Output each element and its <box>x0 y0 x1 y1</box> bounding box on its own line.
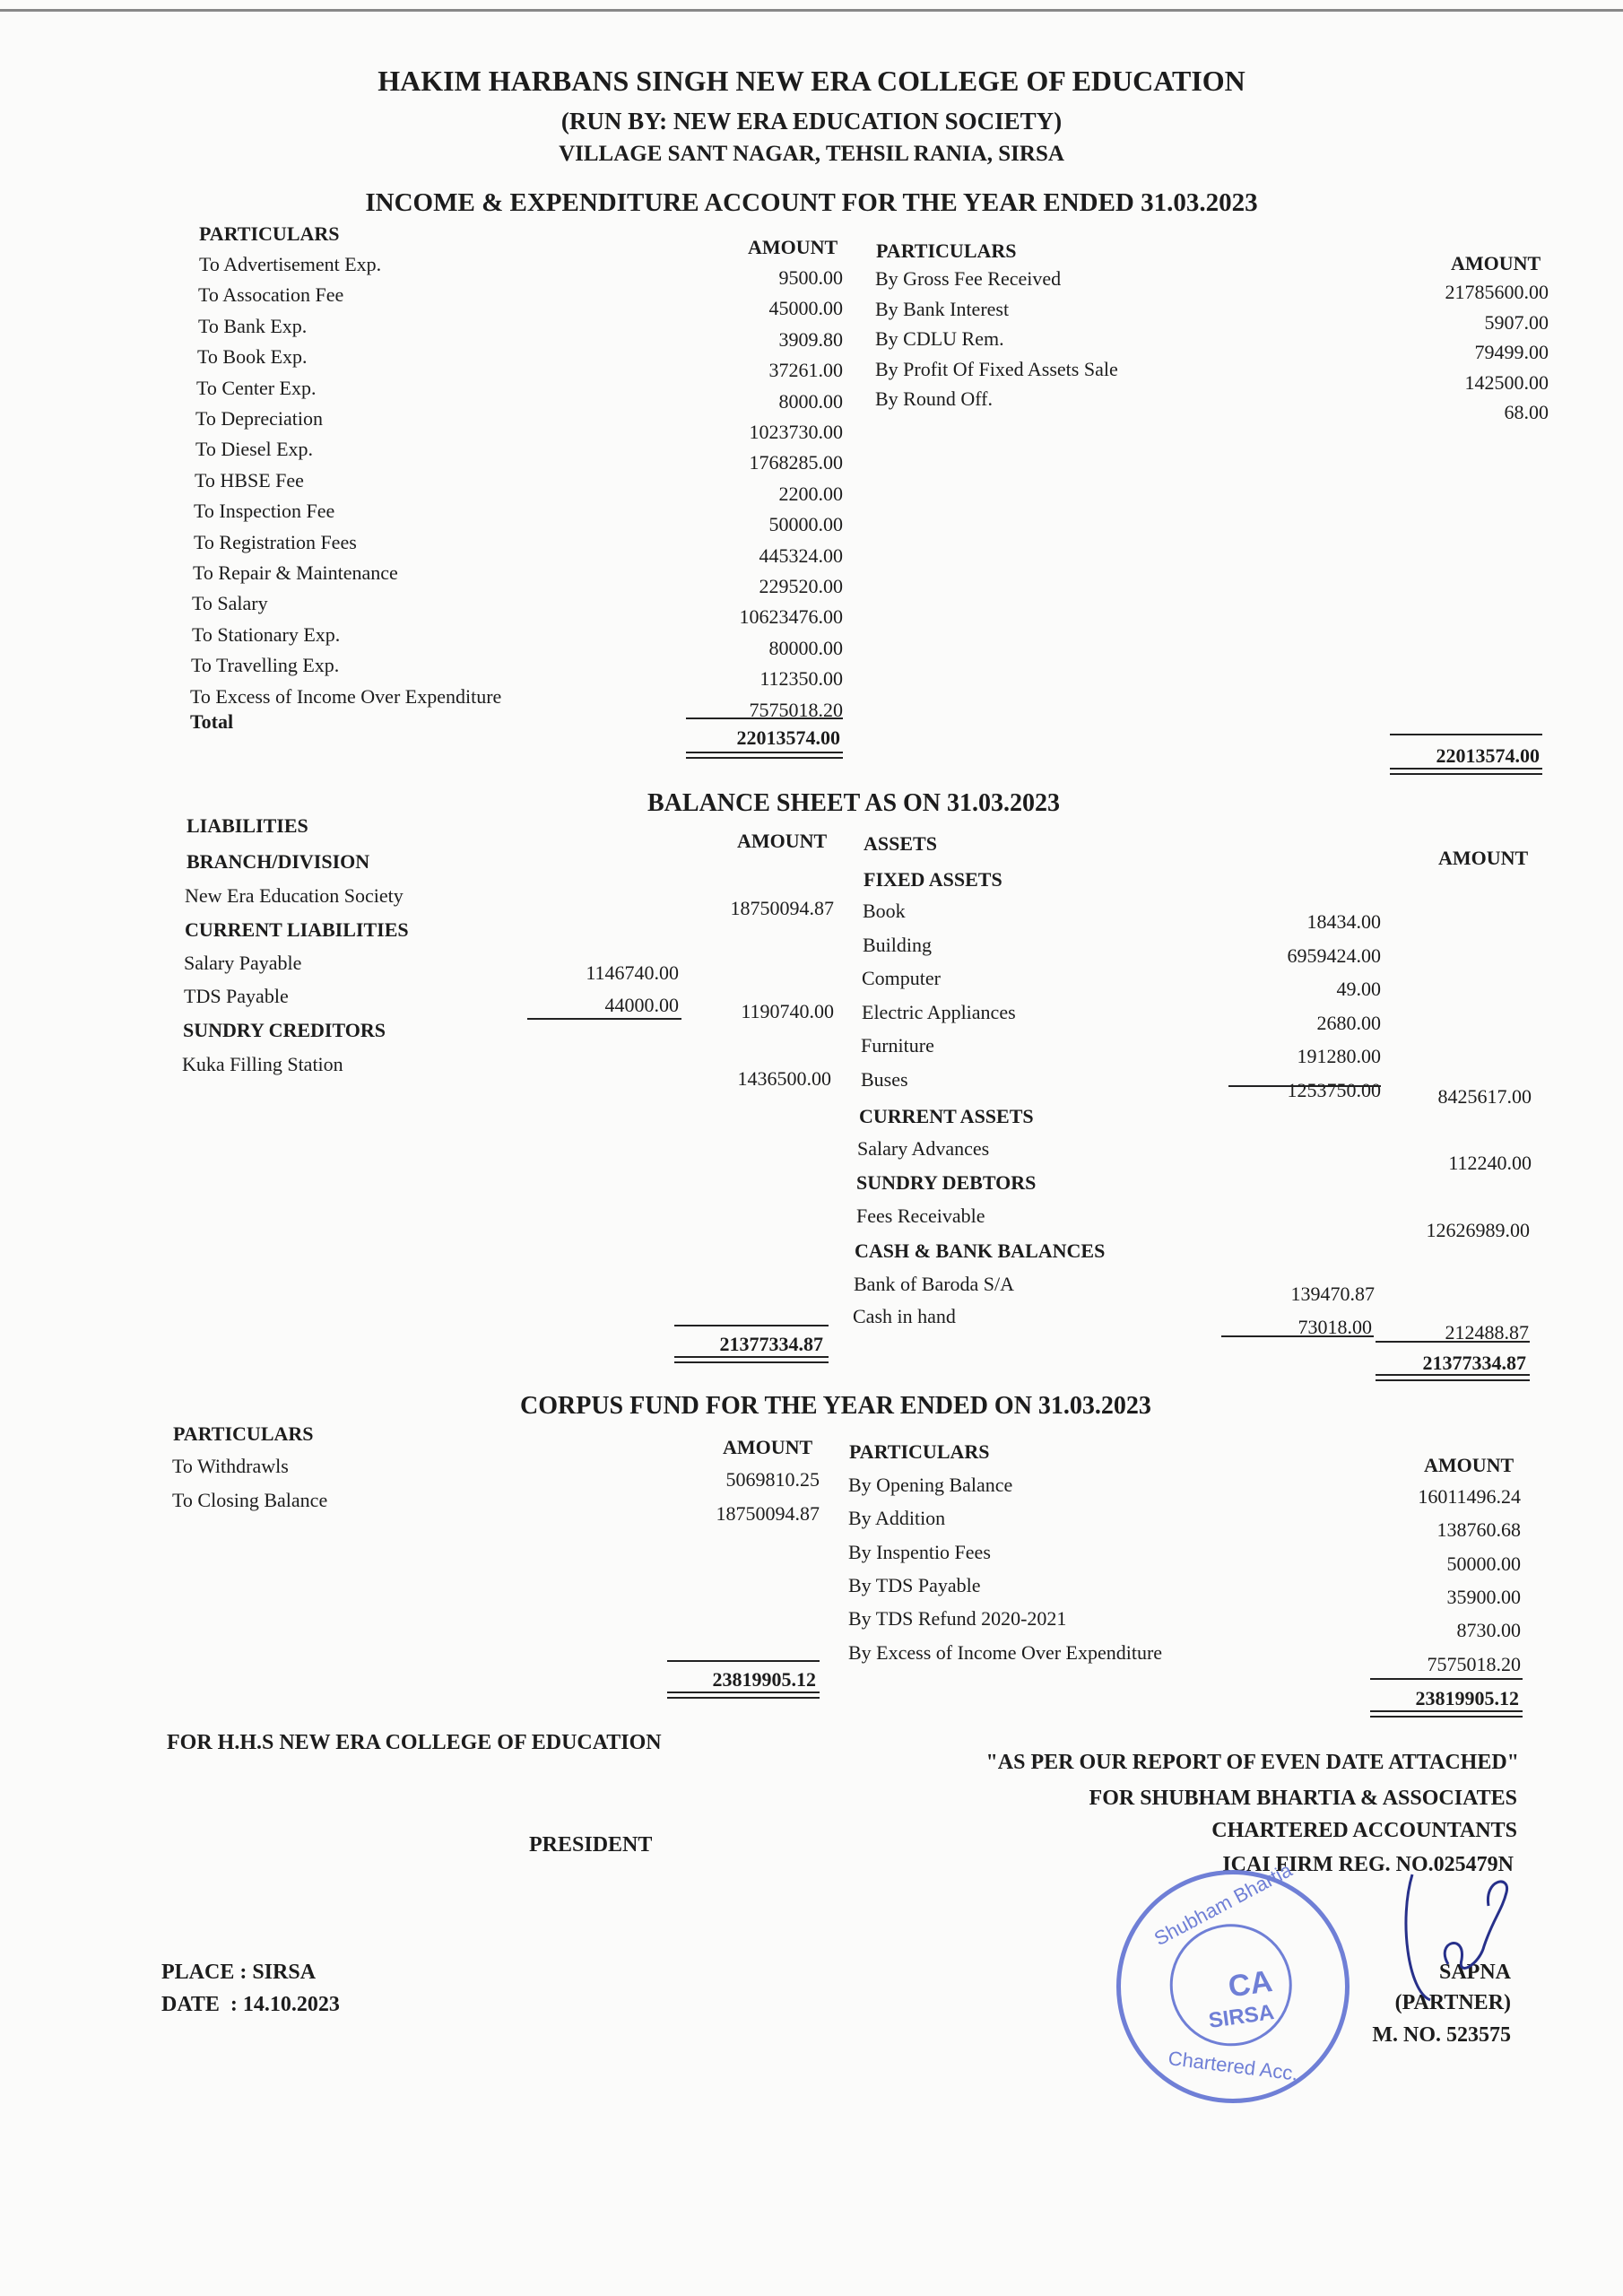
corpus-right-particulars-head: PARTICULARS <box>849 1440 990 1463</box>
expenditure-row-label: To Diesel Exp. <box>195 438 314 461</box>
sundry-debtors-head: SUNDRY DEBTORS <box>856 1171 1037 1194</box>
liabilities-head: LIABILITIES <box>187 814 308 837</box>
current-liabilities-head: CURRENT LIABILITIES <box>185 918 409 941</box>
fixed-asset-row-amount: 1253750.00 <box>1287 1078 1381 1101</box>
expenditure-row-label: To Depreciation <box>195 407 324 430</box>
branch-division-head: BRANCH/DIVISION <box>187 850 370 873</box>
income-total-label: Total <box>190 710 234 733</box>
salary-advances-label: Salary Advances <box>857 1137 990 1160</box>
corpus-right-row-amount: 138760.68 <box>1436 1518 1521 1542</box>
college-title: HAKIM HARBANS SINGH NEW ERA COLLEGE OF EDUCATION <box>378 65 1245 97</box>
fixed-asset-row-amount: 49.00 <box>1336 978 1381 1000</box>
partner-name: SAPNA <box>1438 1961 1511 1984</box>
expenditure-row-label: To Repair & Maintenance <box>193 561 398 584</box>
tds-payable-label: TDS Payable <box>184 985 289 1007</box>
expenditure-row-amount: 80000.00 <box>768 636 843 659</box>
expenditure-row-label: To Advertisement Exp. <box>199 253 382 275</box>
income-row-label: By Round Off. <box>875 387 993 410</box>
corpus-left-amount-head: AMOUNT <box>723 1436 813 1458</box>
balance-right-total-rule <box>1376 1341 1530 1343</box>
income-title: INCOME & EXPENDITURE ACCOUNT FOR THE YEAR ENDED 31.03.2023 <box>365 188 1258 217</box>
fixed-asset-row-amount: 191280.00 <box>1297 1045 1381 1067</box>
cash-bank-total: 212488.87 <box>1445 1321 1529 1344</box>
cash-label: Cash in hand <box>853 1305 956 1327</box>
expenditure-row-label: To HBSE Fee <box>195 468 304 491</box>
income-left-particulars-head: PARTICULARS <box>199 222 340 245</box>
income-right-total-rule <box>1390 734 1542 735</box>
expenditure-row-label: To Excess of Income Over Expenditure <box>190 684 502 708</box>
income-right-amount-head: AMOUNT <box>1451 252 1541 274</box>
kuka-amount: 1436500.00 <box>737 1067 831 1090</box>
bank-amount: 139470.87 <box>1290 1283 1375 1305</box>
expenditure-row-amount: 229520.00 <box>759 575 843 597</box>
expenditure-row-amount: 45000.00 <box>768 297 843 320</box>
income-row-amount: 142500.00 <box>1464 370 1549 394</box>
income-total-right: 22013574.00 <box>1436 744 1540 767</box>
income-row-label: By CDLU Rem. <box>875 327 1004 350</box>
seal-ca-logo: CA <box>1226 1964 1275 2005</box>
corpus-left-particulars-head: PARTICULARS <box>173 1422 314 1445</box>
partner-signature <box>1394 1857 1520 2018</box>
income-left-amount-head: AMOUNT <box>748 236 838 258</box>
kuka-label: Kuka Filling Station <box>182 1053 343 1075</box>
bank-label: Bank of Baroda S/A <box>854 1273 1015 1295</box>
icai-line: ICAI FIRM REG. NO.025479N <box>1222 1853 1514 1876</box>
expenditure-row-amount: 50000.00 <box>768 513 843 536</box>
fixed-assets-total: 8425617.00 <box>1437 1085 1532 1108</box>
corpus-right-row-label: By Addition <box>848 1507 946 1530</box>
fixed-asset-row-label: Computer <box>862 967 941 989</box>
balance-left-total-rule <box>674 1325 829 1326</box>
corpus-right-row-amount: 8730.00 <box>1456 1619 1521 1642</box>
expenditure-row-amount: 1768285.00 <box>749 451 843 474</box>
fixed-asset-row-label: Buses <box>861 1067 908 1091</box>
corpus-left-row-amount: 5069810.25 <box>725 1468 820 1491</box>
corpus-left-row-label: To Withdrawls <box>172 1455 289 1477</box>
expenditure-row-label: To Stationary Exp. <box>192 622 341 646</box>
date-line: DATE : 14.10.2023 <box>161 1993 340 2016</box>
salary-advances-amount: 112240.00 <box>1448 1152 1532 1174</box>
address-line: VILLAGE SANT NAGAR, TEHSIL RANIA, SIRSA <box>559 142 1064 166</box>
expenditure-row-amount: 8000.00 <box>778 389 843 413</box>
fixed-asset-row-amount: 2680.00 <box>1316 1011 1381 1034</box>
balance-total-left: 21377334.87 <box>719 1333 823 1355</box>
income-row-label: By Bank Interest <box>875 297 1010 320</box>
expenditure-row-amount: 445324.00 <box>759 544 843 567</box>
expenditure-row-amount: 3909.80 <box>778 327 843 351</box>
corpus-title: CORPUS FUND FOR THE YEAR ENDED ON 31.03.2023 <box>520 1392 1151 1420</box>
fixed-asset-row-amount: 18434.00 <box>1306 910 1381 933</box>
balance-total-right: 21377334.87 <box>1422 1352 1526 1374</box>
fixed-assets-head: FIXED ASSETS <box>864 868 1002 891</box>
expenditure-row-label: To Inspection Fee <box>194 500 335 523</box>
firm-seal-stamp: Shubham Bhartia Chartered Acc. CA SIRSA <box>1101 1855 1365 2118</box>
top-edge-line <box>0 9 1623 12</box>
corpus-right-amount-head: AMOUNT <box>1424 1454 1515 1476</box>
expenditure-row-label: To Assocation Fee <box>198 283 344 307</box>
income-row-amount: 79499.00 <box>1474 341 1549 363</box>
membership-no: M. NO. 523575 <box>1372 2023 1511 2047</box>
corpus-right-row-label: By Opening Balance <box>848 1474 1013 1496</box>
expenditure-row-amount: 37261.00 <box>768 359 843 382</box>
corpus-right-double-rule <box>1370 1710 1523 1718</box>
corpus-right-row-label: By TDS Payable <box>848 1573 981 1596</box>
expenditure-row-label: To Travelling Exp. <box>191 654 340 677</box>
chartered-line: CHARTERED ACCOUNTANTS <box>1211 1819 1517 1842</box>
balance-right-double-rule <box>1376 1374 1530 1381</box>
sundry-creditors-head: SUNDRY CREDITORS <box>183 1019 386 1041</box>
fees-receivable-amount: 12626989.00 <box>1426 1219 1530 1241</box>
for-college-line: FOR H.H.S NEW ERA COLLEGE OF EDUCATION <box>167 1731 662 1754</box>
fees-receivable-label: Fees Receivable <box>856 1205 985 1227</box>
fixed-asset-row-label: Furniture <box>861 1034 934 1057</box>
expenditure-row-amount: 9500.00 <box>778 266 843 289</box>
salary-payable-label: Salary Payable <box>184 952 302 974</box>
corpus-total-right: 23819905.12 <box>1415 1687 1519 1709</box>
salary-payable-amount: 1146740.00 <box>586 961 679 984</box>
seal-city: SIRSA <box>1207 2000 1276 2033</box>
report-line: "AS PER OUR REPORT OF EVEN DATE ATTACHED" <box>985 1751 1519 1774</box>
current-liabilities-total: 1190740.00 <box>741 1000 834 1022</box>
income-left-total-rule <box>686 718 843 719</box>
income-right-total-double-rule <box>1390 768 1542 775</box>
income-row-amount: 68.00 <box>1504 401 1549 423</box>
society-amount: 18750094.87 <box>730 897 834 919</box>
corpus-right-row-amount: 50000.00 <box>1446 1552 1521 1575</box>
corpus-left-row-label: To Closing Balance <box>172 1489 328 1511</box>
fixed-asset-row-label: Building <box>863 933 933 956</box>
assets-amount-head: AMOUNT <box>1438 847 1529 869</box>
income-right-particulars-head: PARTICULARS <box>876 239 1017 262</box>
cash-bank-head: CASH & BANK BALANCES <box>855 1239 1106 1262</box>
expenditure-row-amount: 10623476.00 <box>739 605 843 629</box>
corpus-right-row-amount: 7575018.20 <box>1427 1652 1521 1675</box>
corpus-total-left: 23819905.12 <box>712 1668 816 1691</box>
corpus-left-double-rule <box>667 1692 820 1699</box>
place-line: PLACE : SIRSA <box>161 1961 317 1984</box>
corpus-left-total-rule <box>667 1660 820 1662</box>
for-firm-line: FOR SHUBHAM BHARTIA & ASSOCIATES <box>1089 1787 1517 1810</box>
income-left-total-double-rule <box>686 752 843 759</box>
income-row-label: By Gross Fee Received <box>875 267 1062 290</box>
expenditure-row-amount: 2200.00 <box>778 482 843 505</box>
income-row-amount: 21785600.00 <box>1445 281 1549 303</box>
expenditure-row-label: To Book Exp. <box>197 345 308 369</box>
current-assets-head: CURRENT ASSETS <box>859 1105 1034 1127</box>
balance-title: BALANCE SHEET AS ON 31.03.2023 <box>647 789 1061 817</box>
corpus-right-row-amount: 35900.00 <box>1446 1585 1521 1608</box>
expenditure-row-label: To Center Exp. <box>196 376 317 399</box>
tds-payable-amount: 44000.00 <box>604 994 679 1016</box>
corpus-right-row-label: By TDS Refund 2020-2021 <box>848 1607 1067 1631</box>
expenditure-row-amount: 7575018.20 <box>749 698 843 721</box>
expenditure-row-amount: 1023730.00 <box>749 421 843 443</box>
corpus-right-row-amount: 16011496.24 <box>1418 1485 1521 1508</box>
corpus-right-row-label: By Inspentio Fees <box>848 1540 991 1563</box>
liabilities-amount-head: AMOUNT <box>737 830 828 852</box>
expenditure-row-label: To Salary <box>192 592 268 615</box>
corpus-right-total-rule <box>1370 1678 1523 1680</box>
society-label: New Era Education Society <box>185 884 404 907</box>
income-row-amount: 5907.00 <box>1484 310 1549 334</box>
corpus-right-row-label: By Excess of Income Over Expenditure <box>848 1640 1163 1664</box>
partner-role: (PARTNER) <box>1394 1991 1511 2014</box>
run-by-line: (RUN BY: NEW ERA EDUCATION SOCIETY) <box>560 108 1063 135</box>
balance-left-double-rule <box>674 1356 829 1363</box>
expenditure-row-amount: 112350.00 <box>759 667 843 691</box>
assets-head: ASSETS <box>864 832 937 855</box>
fixed-asset-row-label: Book <box>863 900 906 922</box>
corpus-left-row-amount: 18750094.87 <box>716 1502 820 1525</box>
expenditure-row-label: To Registration Fees <box>194 530 357 553</box>
income-row-label: By Profit Of Fixed Assets Sale <box>875 357 1118 380</box>
cash-amount: 73018.00 <box>1298 1316 1372 1338</box>
fixed-asset-row-label: Electric Appliances <box>862 1000 1016 1023</box>
fixed-asset-row-amount: 6959424.00 <box>1287 944 1381 967</box>
income-total-left: 22013574.00 <box>736 726 840 749</box>
president-label: PRESIDENT <box>529 1833 653 1857</box>
expenditure-row-label: To Bank Exp. <box>198 314 308 337</box>
